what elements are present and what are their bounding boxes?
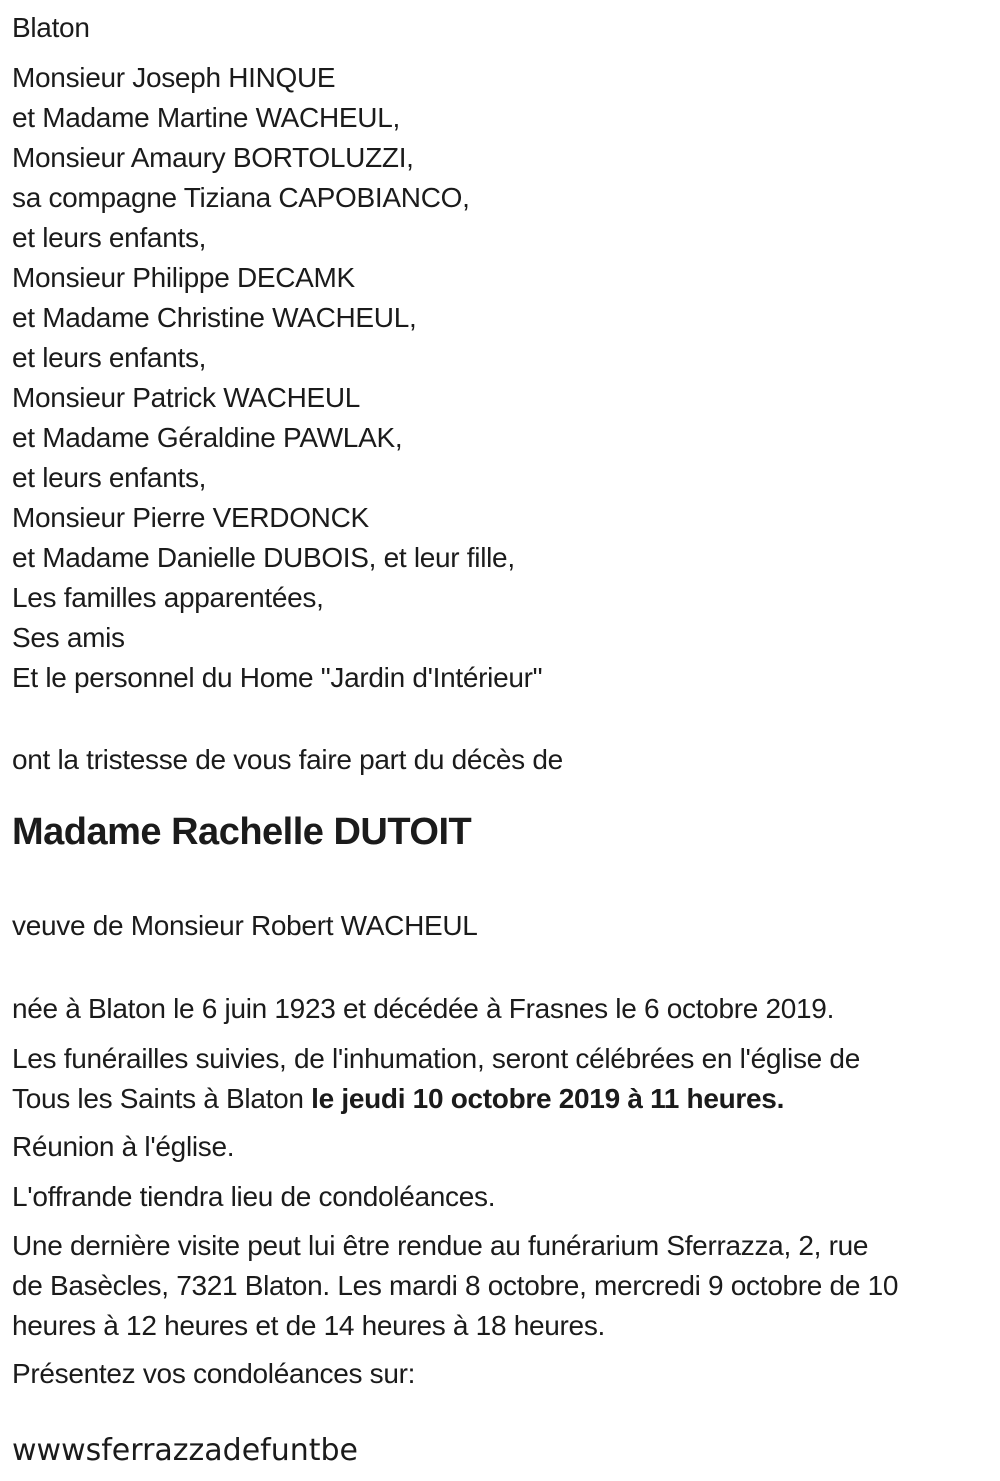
family-line: et leurs enfants, (12, 462, 207, 493)
family-line: et Madame Danielle DUBOIS, et leur fille, (12, 542, 515, 573)
birth-death-line: née à Blaton le 6 juin 1923 et décédée à Frasnes le 6 octobre 2019. (12, 993, 835, 1024)
family-line: Les familles apparentées, (12, 582, 324, 613)
condolences-prompt: Présentez vos condoléances sur: (12, 1358, 416, 1389)
funeral-line-2-regular: Tous les Saints à Blaton (12, 1083, 312, 1114)
visit-paragraph (12, 1226, 988, 1346)
offering-line: L'offrande tiendra lieu de condoléances. (12, 1181, 496, 1212)
family-line: sa compagne Tiziana CAPOBIANCO, (12, 182, 470, 213)
family-list (12, 58, 988, 698)
funeral-paragraph (12, 1039, 988, 1119)
visit-line: Une dernière visite peut lui être rendue au funérarium Sferrazza, 2, rue (12, 1230, 869, 1261)
family-line: et leurs enfants, (12, 342, 207, 373)
funeral-date-bold: le jeudi 10 octobre 2019 à 11 heures. (311, 1083, 785, 1114)
relation-line: veuve de Monsieur Robert WACHEUL (12, 910, 478, 941)
meeting-line: Réunion à l'église. (12, 1131, 235, 1162)
visit-line: de Basècles, 7321 Blaton. Les mardi 8 octobre, mercredi 9 octobre de 10 (12, 1270, 899, 1301)
deceased-name: Madame Rachelle DUTOIT (12, 811, 472, 853)
city-line: Blaton (12, 12, 90, 43)
family-line: Et le personnel du Home "Jardin d'Intérieur" (12, 662, 543, 693)
family-line: Monsieur Amaury BORTOLUZZI, (12, 142, 414, 173)
family-line: et Madame Martine WACHEUL, (12, 102, 400, 133)
funeral-line-1: Les funérailles suivies, de l'inhumation, seront célébrées en l'église de (12, 1043, 860, 1074)
visit-line: heures à 12 heures et de 14 heures à 18 heures. (12, 1310, 606, 1341)
announcement-intro: ont la tristesse de vous faire part du décès de (12, 744, 563, 775)
family-line: Ses amis (12, 622, 125, 653)
funeral-line-2 (12, 1079, 988, 1119)
family-line: Monsieur Joseph HINQUE (12, 62, 336, 93)
family-line: Monsieur Philippe DECAMK (12, 262, 355, 293)
website-text: wwwsferrazzadefuntbe (12, 1433, 359, 1468)
family-line: Monsieur Patrick WACHEUL (12, 382, 361, 413)
family-line: et leurs enfants, (12, 222, 207, 253)
family-line: et Madame Géraldine PAWLAK, (12, 422, 403, 453)
family-line: et Madame Christine WACHEUL, (12, 302, 417, 333)
family-line: Monsieur Pierre VERDONCK (12, 502, 369, 533)
